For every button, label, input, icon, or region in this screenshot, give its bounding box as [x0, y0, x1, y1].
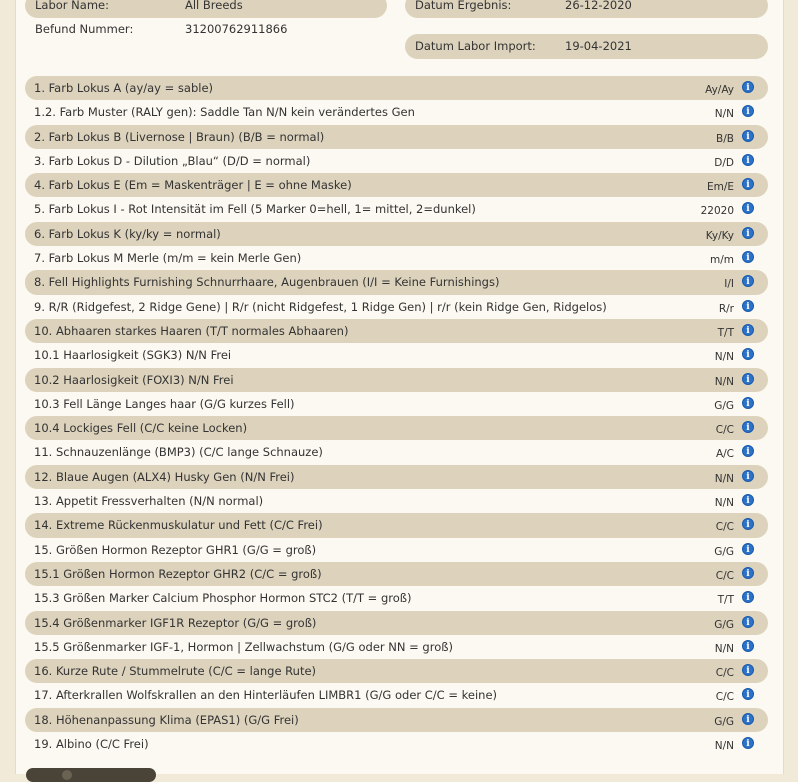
result-row — [25, 343, 768, 367]
result-row — [25, 368, 768, 392]
info-icon[interactable]: i — [742, 567, 754, 579]
result-value: G/G — [714, 399, 734, 412]
info-icon[interactable]: i — [742, 664, 754, 676]
info-icon[interactable]: i — [742, 397, 754, 409]
info-icon[interactable]: i — [742, 178, 754, 190]
datum-import-field — [405, 34, 768, 59]
result-row — [25, 440, 768, 464]
result-value: T/T — [717, 326, 734, 339]
labor-name-field — [25, 0, 387, 18]
result-row — [25, 319, 768, 343]
result-value: G/G — [714, 618, 734, 631]
result-label: 17. Afterkrallen Wolfskrallen an den Hinterläufen LIMBR1 (G/G oder C/C = keine) — [34, 688, 498, 703]
result-value: C/C — [715, 691, 734, 704]
result-label: 10.3 Fell Länge Langes haar (G/G kurzes Fell) — [34, 396, 295, 411]
result-row — [25, 611, 768, 635]
info-icon[interactable]: i — [742, 737, 754, 749]
result-value: C/C — [715, 424, 734, 437]
info-icon[interactable]: i — [742, 373, 754, 385]
result-row — [25, 125, 768, 149]
result-value: A/C — [715, 448, 734, 461]
result-value: N/N — [714, 642, 734, 655]
result-row — [25, 489, 768, 513]
info-icon[interactable]: i — [742, 251, 754, 263]
info-icon[interactable]: i — [742, 130, 754, 142]
result-label: 15.3 Größen Marker Calcium Phosphor Hormon STC2 (T/T = groß) — [34, 591, 412, 606]
result-label: 18. Höhenanpassung Klima (EPAS1) (G/G Frei) — [34, 712, 299, 727]
info-icon[interactable]: i — [742, 640, 754, 652]
result-value: Em/E — [706, 181, 734, 194]
result-label: 15.1 Größen Hormon Rezeptor GHR2 (C/C = groß) — [34, 566, 322, 581]
result-row — [25, 683, 768, 707]
result-label: 15.5 Größenmarker IGF-1, Hormon | Zellwachstum (G/G oder NN = groß) — [34, 639, 453, 654]
button-knob-icon — [62, 770, 72, 780]
info-icon[interactable]: i — [742, 202, 754, 214]
result-label: 4. Farb Lokus E (Em = Maskenträger | E = ohne Maske) — [34, 178, 352, 193]
result-label: 1. Farb Lokus A (ay/ay = sable) — [34, 81, 214, 95]
result-label: 3. Farb Lokus D - Dilution „Blau“ (D/D = normal) — [34, 153, 311, 168]
result-row — [25, 76, 768, 100]
result-row — [25, 538, 768, 562]
result-row — [25, 295, 768, 319]
result-row — [25, 586, 768, 610]
result-value: R/r — [718, 302, 734, 315]
info-icon[interactable]: i — [742, 105, 754, 117]
result-row — [25, 392, 768, 416]
result-value: N/N — [714, 740, 734, 753]
result-label: 7. Farb Lokus M Merle (m/m = kein Merle Gen) — [34, 251, 302, 266]
result-label: 13. Appetit Fressverhalten (N/N normal) — [34, 494, 264, 509]
info-icon[interactable]: i — [742, 154, 754, 166]
result-row — [25, 562, 768, 586]
result-row — [25, 246, 768, 270]
result-value: Ay/Ay — [705, 84, 734, 96]
info-icon[interactable]: i — [742, 616, 754, 628]
info-icon[interactable]: i — [742, 591, 754, 603]
result-label: 10. Abhaaren starkes Haaren (T/T normales Abhaaren) — [34, 323, 349, 338]
datum-import-label: Datum Labor Import: — [415, 39, 536, 53]
result-row — [25, 173, 768, 197]
result-value: N/N — [714, 497, 734, 510]
result-label: 6. Farb Lokus K (ky/ky = normal) — [34, 226, 221, 241]
result-label: 10.2 Haarlosigkeit (FOXI3) N/N Frei — [34, 372, 234, 387]
info-icon[interactable]: i — [742, 300, 754, 312]
info-icon[interactable]: i — [742, 494, 754, 506]
result-row — [25, 465, 768, 489]
info-icon[interactable]: i — [742, 445, 754, 457]
datum-ergebnis-field — [405, 0, 768, 18]
bottom-button[interactable] — [26, 768, 156, 782]
result-label: 15. Größen Hormon Rezeptor GHR1 (G/G = groß) — [34, 542, 317, 557]
result-label: 12. Blaue Augen (ALX4) Husky Gen (N/N Frei) — [34, 469, 295, 484]
result-value: N/N — [714, 108, 734, 121]
result-row — [25, 635, 768, 659]
result-row — [25, 732, 768, 756]
result-value: m/m — [710, 254, 734, 267]
result-label: 1.2. Farb Muster (RALY gen): Saddle Tan N/N kein verändertes Gen — [34, 105, 415, 120]
befund-nummer-label: Befund Nummer: — [35, 22, 134, 36]
result-label: 16. Kurze Rute / Stummelrute (C/C = lange Rute) — [34, 664, 317, 679]
result-value: D/D — [714, 156, 734, 169]
result-value: B/B — [716, 132, 734, 145]
result-label: 8. Fell Highlights Furnishing Schnurrhaare, Augenbrauen (I/I = Keine Furnishings) — [34, 275, 500, 290]
result-row — [25, 149, 768, 173]
result-value: I/I — [724, 278, 734, 291]
result-label: 2. Farb Lokus B (Livernose | Braun) (B/B = normal) — [34, 129, 325, 144]
result-value: C/C — [715, 667, 734, 680]
info-icon[interactable]: i — [742, 688, 754, 700]
result-value: N/N — [714, 375, 734, 388]
result-label: 14. Extreme Rückenmuskulatur und Fett (C/C Frei) — [34, 518, 323, 533]
info-icon[interactable]: i — [742, 543, 754, 555]
result-value: N/N — [714, 472, 734, 485]
result-label: 19. Albino (C/C Frei) — [34, 737, 149, 752]
genetic-results-list — [25, 76, 768, 756]
datum-ergebnis-value: 26-12-2020 — [565, 0, 632, 12]
result-value: G/G — [714, 715, 734, 728]
result-row — [25, 100, 768, 124]
labor-name-label: Labor Name: — [35, 0, 109, 12]
result-row — [25, 197, 768, 221]
result-row — [25, 513, 768, 537]
result-label: 15.4 Größenmarker IGF1R Rezeptor (G/G = groß) — [34, 615, 317, 630]
result-row — [25, 270, 768, 294]
result-label: 10.1 Haarlosigkeit (SGK3) N/N Frei — [34, 348, 232, 363]
result-value: 22020 — [700, 205, 734, 218]
info-icon[interactable]: i — [742, 324, 754, 336]
info-icon[interactable]: i — [742, 518, 754, 530]
datum-import-value: 19-04-2021 — [565, 39, 632, 53]
result-label: 11. Schnauzenlänge (BMP3) (C/C lange Schnauze) — [34, 445, 323, 460]
info-icon[interactable]: i — [742, 470, 754, 482]
result-value: N/N — [714, 351, 734, 364]
info-icon[interactable]: i — [742, 275, 754, 287]
result-row — [25, 659, 768, 683]
datum-ergebnis-label: Datum Ergebnis: — [415, 0, 512, 12]
info-icon[interactable]: i — [742, 421, 754, 433]
result-row — [25, 416, 768, 440]
result-label: 5. Farb Lokus I - Rot Intensität im Fell (5 Marker 0=hell, 1= mittel, 2=dunkel) — [34, 202, 476, 217]
result-row — [25, 222, 768, 246]
result-label: 9. R/R (Ridgefest, 2 Ridge Gene) | R/r (nicht Ridgefest, 1 Ridge Gen) | r/r (kein Ridge Gen, Ridgelos) — [34, 299, 607, 314]
result-value: T/T — [717, 594, 734, 607]
befund-nummer-value: 31200762911866 — [185, 22, 288, 36]
result-row — [25, 708, 768, 732]
result-value: G/G — [714, 545, 734, 558]
befund-nummer-field — [25, 17, 387, 42]
info-icon[interactable]: i — [742, 713, 754, 725]
info-icon[interactable]: i — [742, 348, 754, 360]
result-value: Ky/Ky — [705, 229, 734, 242]
labor-name-value: All Breeds — [185, 0, 243, 12]
result-label: 10.4 Lockiges Fell (C/C keine Locken) — [34, 421, 248, 436]
result-value: C/C — [715, 569, 734, 582]
result-value: C/C — [715, 521, 734, 534]
info-icon[interactable]: i — [742, 81, 754, 93]
info-icon[interactable]: i — [742, 227, 754, 239]
